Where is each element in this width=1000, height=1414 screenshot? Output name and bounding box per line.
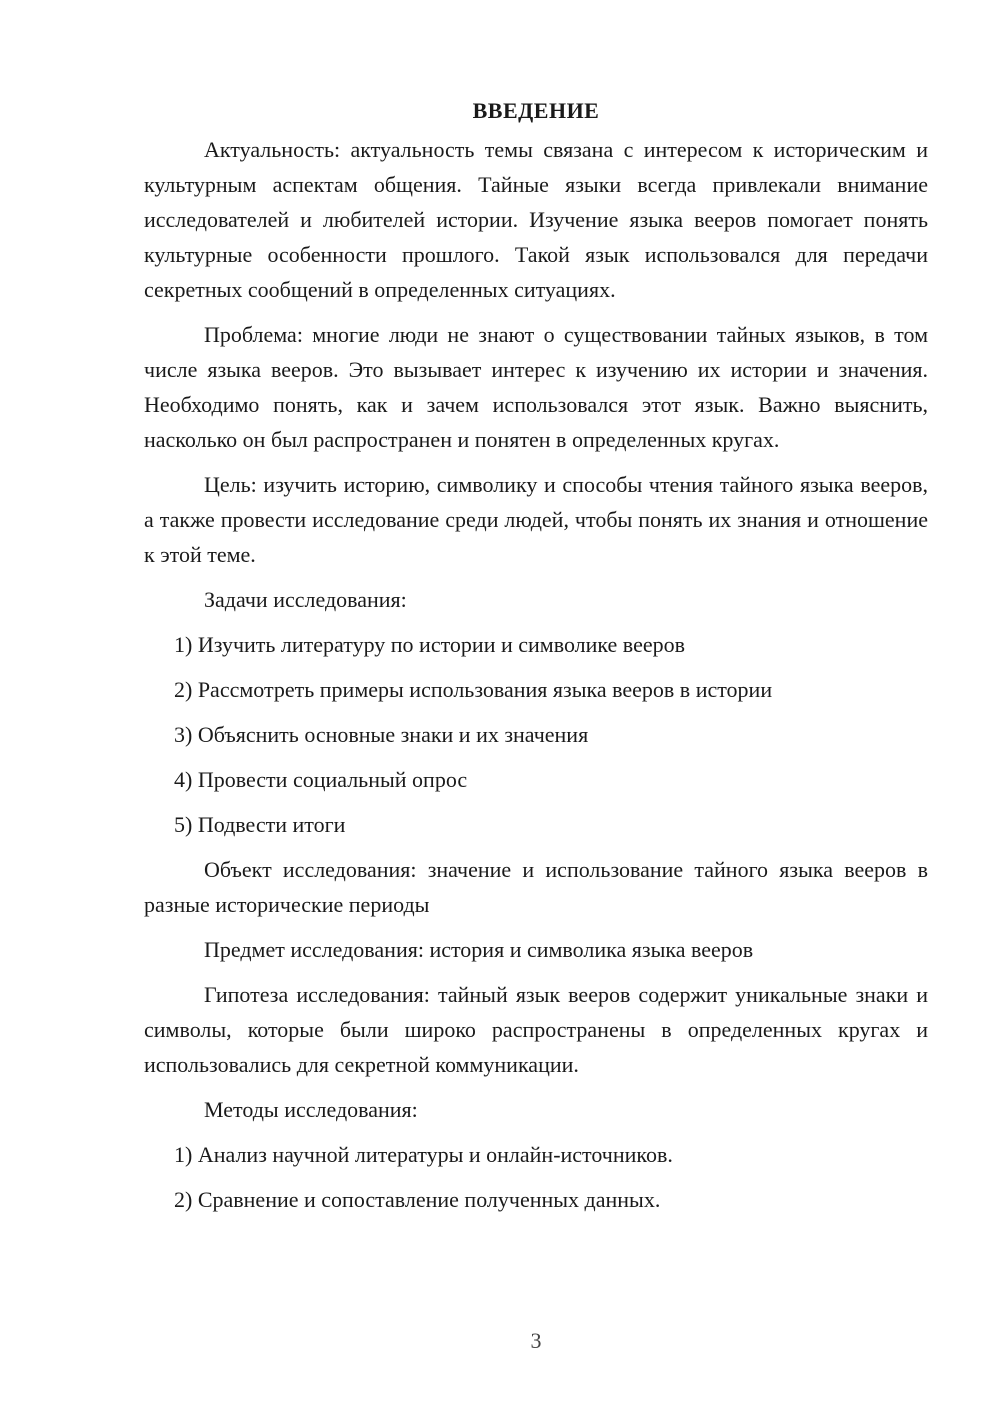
subject-paragraph: Предмет исследования: история и символика языка вееров	[204, 937, 754, 962]
list-item: 2) Сравнение и сопоставление полученных данных.	[174, 1187, 661, 1212]
list-item: 2) Рассмотреть примеры использования языка вееров в истории	[174, 677, 773, 702]
methods-heading: Методы исследования:	[204, 1097, 418, 1122]
goal-paragraph: Цель: изучить историю, символику и способы чтения тайного языка вееров, а также провести исследование среди людей, чтобы понять их знания и отношение к этой теме.	[144, 472, 928, 567]
list-item: 5) Подвести итоги	[174, 812, 346, 837]
page-number: 3	[530, 1328, 542, 1353]
relevance-paragraph: Актуальность: актуальность темы связана с интересом к историческим и культурным аспектам общения. Тайные языки всегда привлекали внимание исследователей и любителей истории. Изучение языка вееров помогает понять культурные особенности прошлого. Такой язык использовался для передачи секретных сообщений в определенных ситуациях.	[144, 137, 928, 302]
methods-list	[144, 1137, 928, 1217]
hypothesis-paragraph: Гипотеза исследования: тайный язык вееров содержит уникальные знаки и символы, которые были широко распространены в определенных кругах и использовались для секретной коммуникации.	[144, 982, 928, 1077]
section-title: ВВЕДЕНИЕ	[472, 98, 600, 123]
list-item: 1) Изучить литературу по истории и символике вееров	[174, 632, 685, 657]
tasks-list	[144, 627, 928, 842]
list-item: 1) Анализ научной литературы и онлайн-источников.	[174, 1142, 673, 1167]
list-item: 3) Объяснить основные знаки и их значения	[174, 722, 589, 747]
problem-paragraph: Проблема: многие люди не знают о существовании тайных языков, в том числе языка вееров. Это вызывает интерес к изучению их истории и значения. Необходимо понять, как и зачем использовался этот язык. Важно выяснить, насколько он был распространен и понятен в определенных кругах.	[144, 322, 928, 452]
tasks-heading: Задачи исследования:	[204, 587, 407, 612]
object-paragraph: Объект исследования: значение и использование тайного языка вееров в разные исторические периоды	[144, 857, 928, 917]
document-page	[144, 96, 928, 1227]
list-item: 4) Провести социальный опрос	[174, 767, 468, 792]
